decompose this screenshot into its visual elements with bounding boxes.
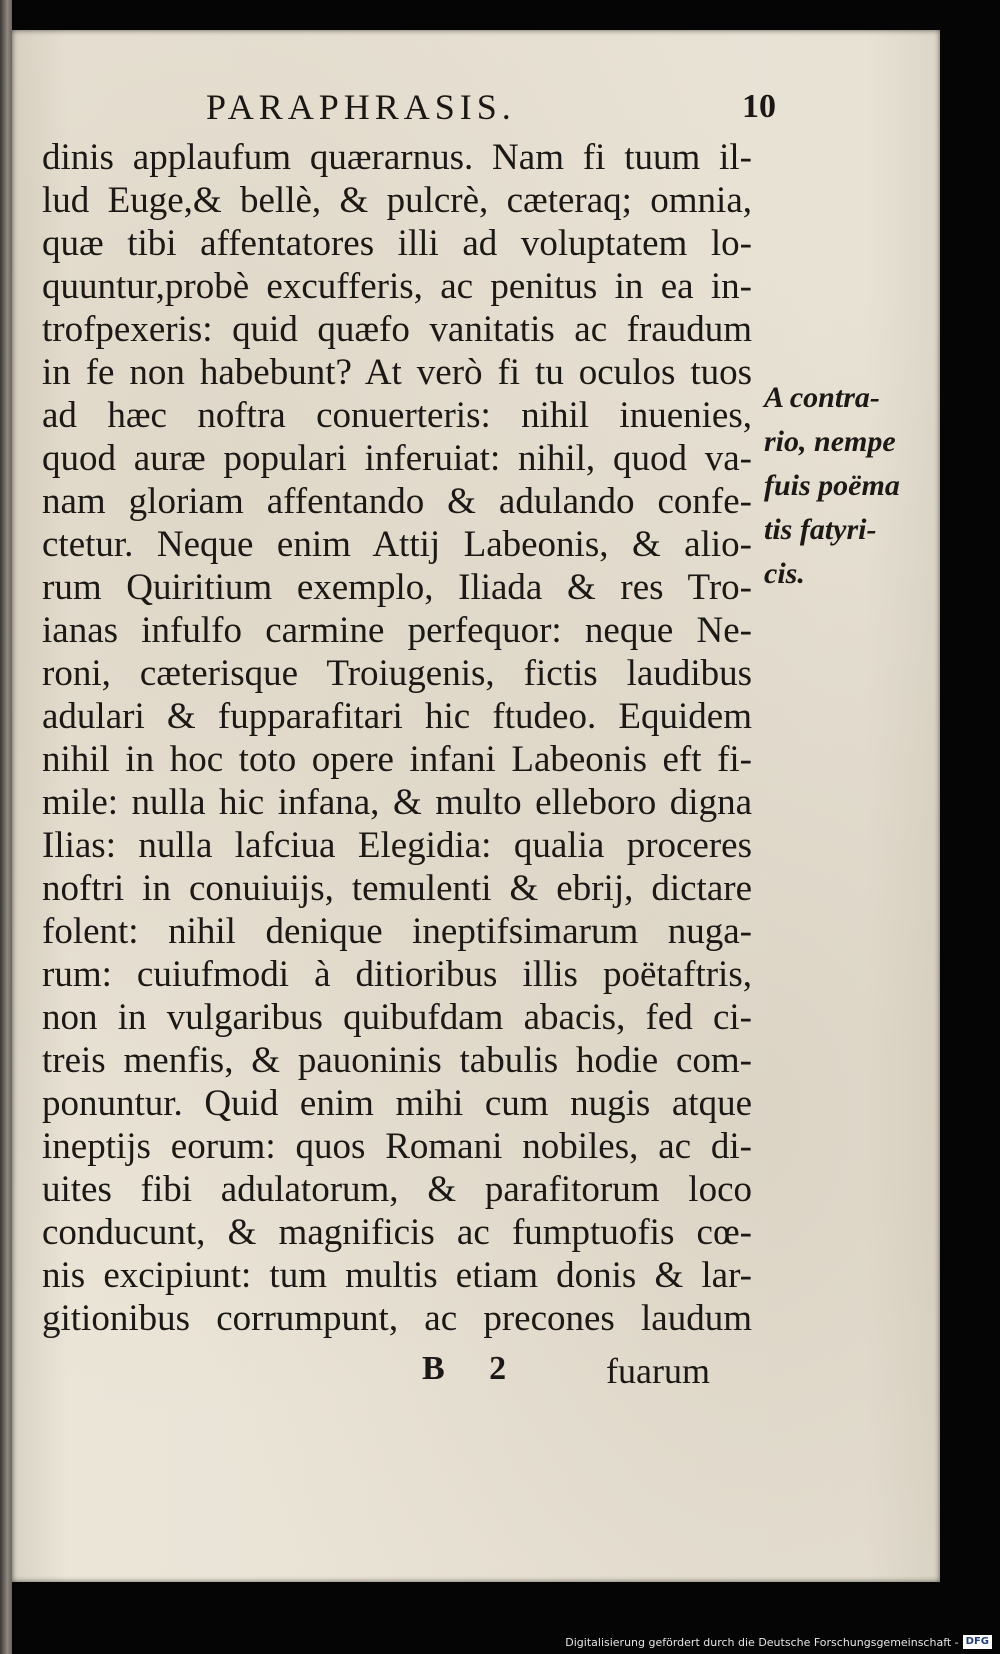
text-line: ad hæc noftra conuerteris: nihil inuenies, (42, 395, 752, 436)
text-line: rum: cuiufmodi à ditioribus illis poëtaftris, (42, 954, 752, 995)
signature-mark: B 2 (422, 1350, 525, 1387)
text-line: nis excipiunt: tum multis etiam donis & lar- (42, 1255, 752, 1296)
text-line: gitionibus corrumpunt, ac precones laudum (42, 1298, 752, 1339)
text-line: quod auræ populari inferuiat: nihil, quod va- (42, 438, 752, 479)
text-line: quæ tibi affentatores illi ad voluptatem lo- (42, 223, 752, 264)
text-line: uites fibi adulatorum, & parafitorum loco (42, 1169, 752, 1210)
running-head: PARAPHRASIS. (206, 87, 516, 127)
text-line: non in vulgaribus quibufdam abacis, fed ci- (42, 997, 752, 1038)
text-line: rum Quiritium exemplo, Iliada & res Tro- (42, 567, 752, 608)
text-line: quuntur,probè excufferis, ac penitus in ea in- (42, 266, 752, 307)
text-line: trofpexeris: quid quæfo vanitatis ac fraudum (42, 309, 752, 350)
marginal-note-line: rio, nempe (764, 425, 896, 458)
text-line: ctetur. Neque enim Attij Labeonis, & alio- (42, 524, 752, 565)
dfg-logo: DFG (963, 1635, 992, 1649)
marginal-note-line: A contra- (764, 381, 880, 414)
credit-text: Digitalisierung gefördert durch die Deutsche Forschungsgemeinschaft - (565, 1635, 959, 1649)
marginal-note-line: tis fatyri- (764, 513, 877, 546)
page-header (12, 86, 940, 136)
page-footer (12, 1350, 940, 1400)
text-line: in fe non habebunt? At verò fi tu oculos tuos (42, 352, 752, 393)
marginal-note-line: fuis poëma (764, 469, 900, 502)
text-line: dinis applaufum quærarnus. Nam fi tuum il- (42, 137, 752, 178)
text-line: ineptijs eorum: quos Romani nobiles, ac di- (42, 1126, 752, 1167)
page-number: 10 (742, 88, 776, 125)
text-line: treis menfis, & pauoninis tabulis hodie com- (42, 1040, 752, 1081)
text-line: adulari & fupparafitari hic ftudeo. Equidem (42, 696, 752, 737)
text-line: noftri in conuiuijs, temulenti & ebrij, dictare (42, 868, 752, 909)
text-line: Ilias: nulla lafciua Elegidia: qualia proceres (42, 825, 752, 866)
text-line: lud Euge,& bellè, & pulcrè, cæteraq; omnia, (42, 180, 752, 221)
text-line: conducunt, & magnificis ac fumptuofis cœ- (42, 1212, 752, 1253)
marginal-note (764, 376, 934, 596)
text-line: mile: nulla hic infana, & multo elleboro digna (42, 782, 752, 823)
catchword: fuarum (606, 1351, 710, 1391)
text-line: nam gloriam affentando & adulando confe- (42, 481, 752, 522)
digitization-credit (565, 1634, 992, 1650)
text-line: ponuntur. Quid enim mihi cum nugis atque (42, 1083, 752, 1124)
marginal-note-line: cis. (764, 557, 805, 590)
book-edge (0, 0, 12, 1654)
text-line: folent: nihil denique ineptifsimarum nuga- (42, 911, 752, 952)
text-line: ianas infulfo carmine perfequor: neque Ne- (42, 610, 752, 651)
text-line: nihil in hoc toto opere infani Labeonis eft fi- (42, 739, 752, 780)
book-page (12, 30, 940, 1582)
text-line: roni, cæterisque Troiugenis, fictis laudibus (42, 653, 752, 694)
body-text (42, 136, 752, 1340)
